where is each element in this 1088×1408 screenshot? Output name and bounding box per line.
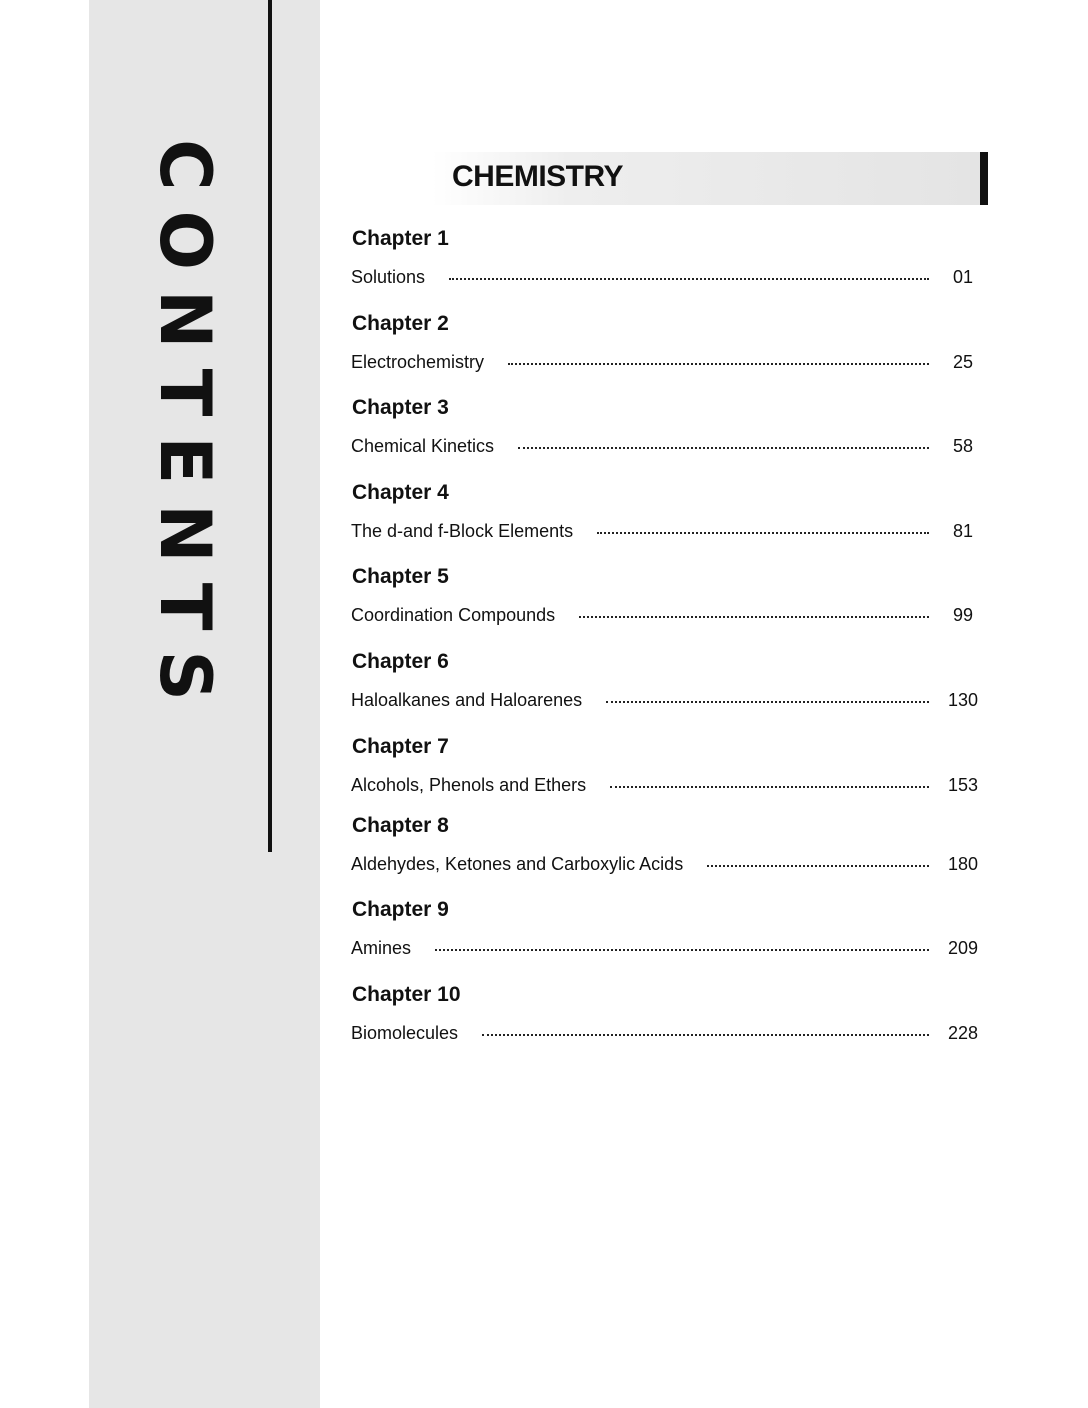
section-title: CHEMISTRY [452,160,624,193]
chapter-title: Alcohols, Phenols and Ethers [351,774,587,795]
page-number: 58 [952,436,974,457]
toc-entry[interactable] [351,690,983,711]
chapter-title: Biomolecules [351,1022,459,1043]
toc-chapter-10[interactable] [351,983,983,1068]
page-number: 153 [947,774,979,795]
dot-leader [449,278,929,280]
toc-entry[interactable] [351,605,983,626]
chapter-label: Chapter 10 [352,982,461,1006]
dot-leader [435,949,929,951]
toc-entry[interactable] [351,775,983,796]
toc-entry[interactable] [351,938,983,959]
dot-leader [610,786,929,788]
toc-chapter-2[interactable] [351,312,983,397]
chapter-title: Coordination Compounds [351,605,556,626]
toc-entry[interactable] [351,521,983,542]
chapter-label: Chapter 3 [352,396,449,420]
chapter-label: Chapter 2 [352,311,449,335]
dot-leader [482,1034,929,1036]
contents-heading-text: CONTENTS [144,139,226,721]
table-of-contents [351,227,983,1067]
page-number: 209 [947,938,979,959]
dot-leader [508,363,929,365]
toc-chapter-1[interactable] [351,227,983,312]
toc-entry[interactable] [351,352,983,373]
toc-chapter-4[interactable] [351,481,983,566]
toc-entry[interactable] [351,267,983,288]
page-number: 25 [952,351,974,372]
page-number: 81 [952,520,974,541]
chapter-title: Solutions [351,267,426,287]
dot-leader [579,616,929,618]
toc-chapter-5[interactable] [351,565,983,650]
page-number: 180 [947,853,979,874]
toc-entry[interactable] [351,1023,983,1044]
dot-leader [606,701,929,703]
chapter-label: Chapter 1 [352,227,449,250]
chapter-label: Chapter 5 [352,565,449,589]
chapter-title: Haloalkanes and Haloarenes [351,689,583,710]
dot-leader [707,865,929,867]
toc-chapter-6[interactable] [351,650,983,735]
page-number: 228 [947,1022,979,1043]
chapter-label: Chapter 4 [352,480,449,504]
toc-chapter-8[interactable] [351,814,983,899]
chapter-label: Chapter 9 [352,898,449,922]
section-header [432,152,980,205]
toc-chapter-7[interactable] [351,735,983,814]
dot-leader [518,447,929,449]
dot-leader [597,532,929,534]
toc-entry[interactable] [351,854,983,875]
section-header-bar [980,152,988,205]
chapter-title: Aldehydes, Ketones and Carboxylic Acids [351,853,684,874]
contents-heading [100,139,270,721]
toc-entry[interactable] [351,436,983,457]
chapter-label: Chapter 6 [352,649,449,673]
toc-chapter-9[interactable] [351,898,983,983]
page-number: 130 [947,689,979,710]
page-number: 01 [952,267,974,287]
page-number: 99 [952,605,974,626]
chapter-label: Chapter 8 [352,813,449,837]
chapter-title: The d-and f-Block Elements [351,520,574,541]
chapter-title: Electrochemistry [351,351,485,372]
toc-chapter-3[interactable] [351,396,983,481]
chapter-title: Chemical Kinetics [351,436,495,457]
chapter-label: Chapter 7 [352,734,449,758]
chapter-title: Amines [351,938,412,959]
